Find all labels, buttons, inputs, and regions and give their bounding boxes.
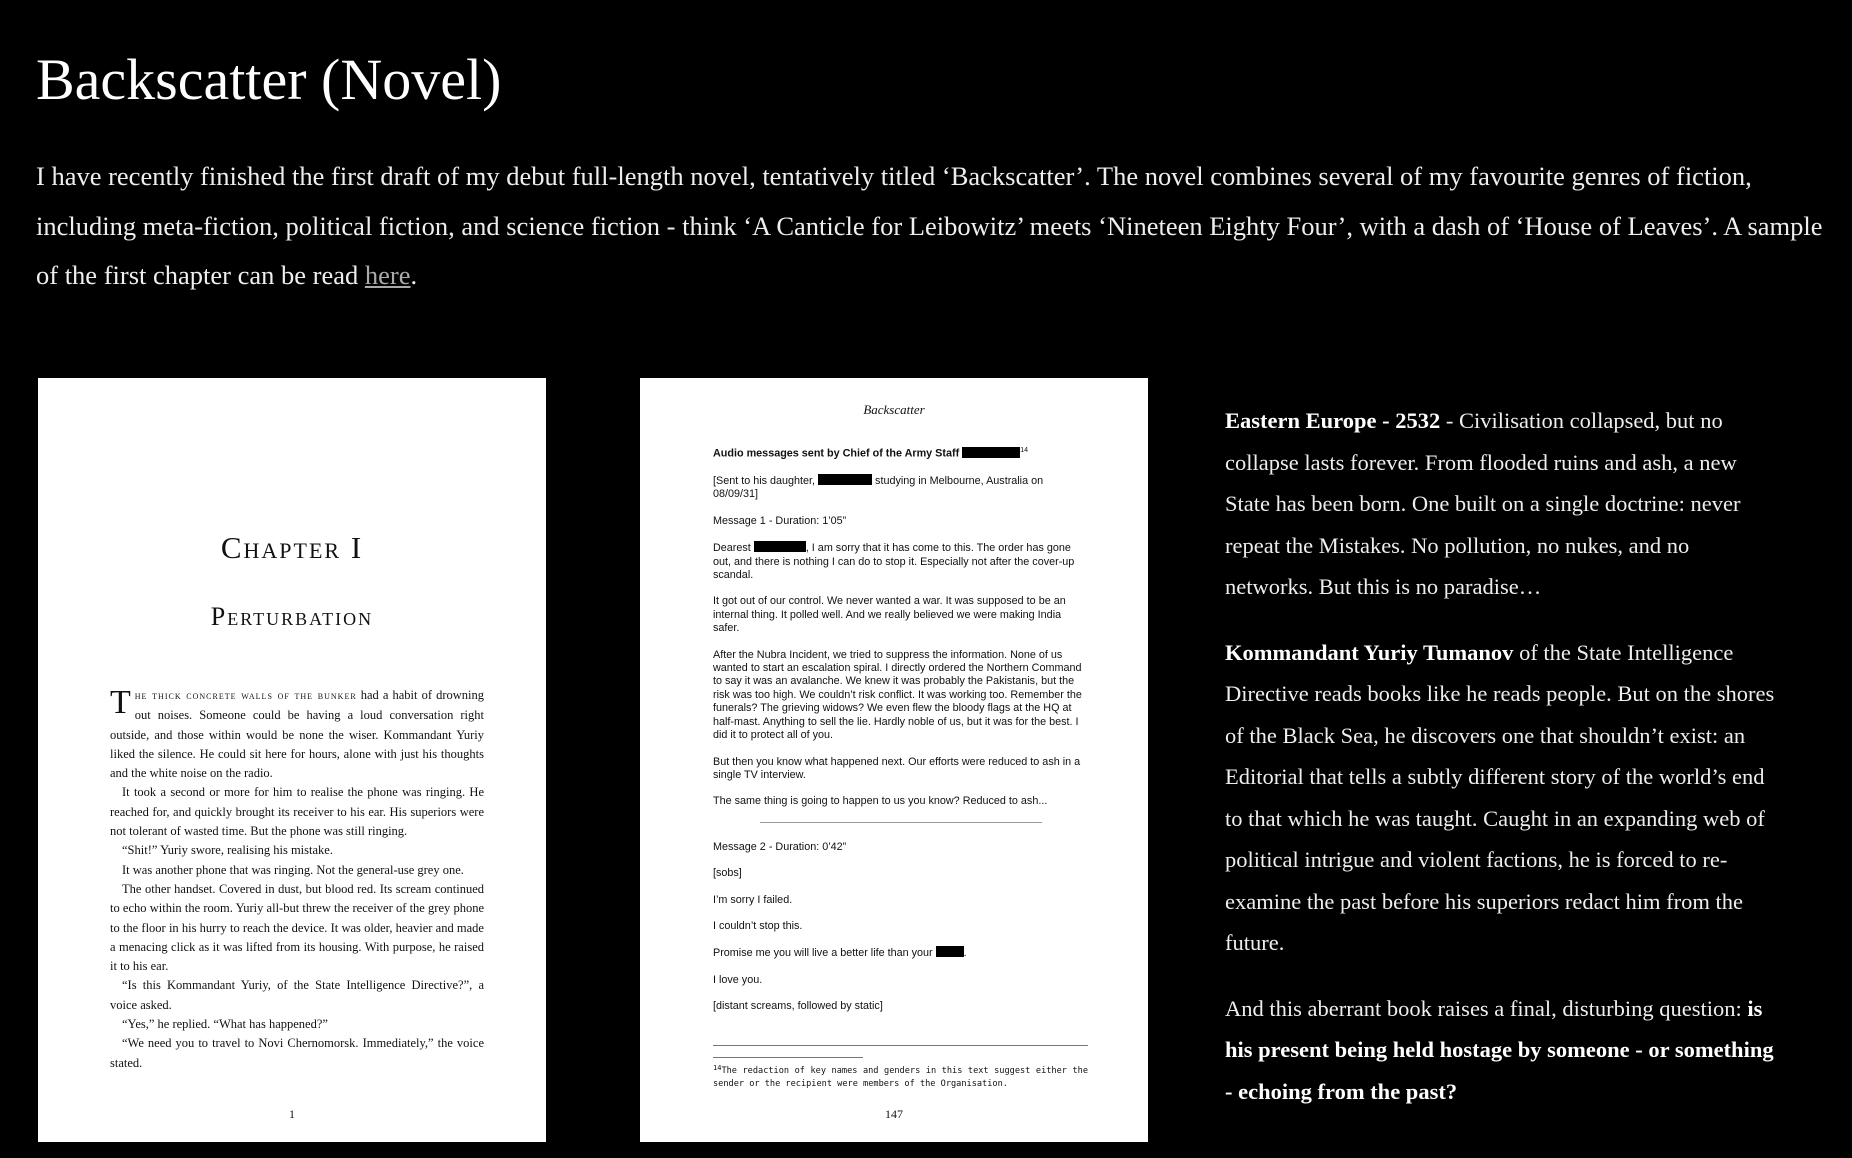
- message-paragraph: Dearest , I am sorry that it has come to this. The order has gone out, and there is nothing I can do to stop it. Especially not after the cover-up scandal.: [713, 542, 1075, 582]
- redaction-bar: [754, 541, 806, 552]
- intro-end: .: [410, 260, 418, 290]
- paragraph: The other handset. Covered in dust, but blood red. Its scream continued to echo within the room. Yuriy all-but threw the receiver of the grey phone to the floor in his hurry to reach the device. It was older, heavier and made a menacing click as it was lifted from its housing. With purpose, he raised it to his ear.: [110, 881, 484, 974]
- paragraph: “Is this Kommandant Yuriy, of the State Intelligence Directive?”, a voice asked.: [110, 978, 484, 1012]
- message-line: [distant screams, followed by static]: [713, 1000, 883, 1013]
- message-paragraph: After the Nubra Incident, we tried to suppress the information. None of us wanted to start an escalation spiral. I directly ordered the Northern Command to say it was an avalanche. We knew it was probably the Pakistanis, but the risk was too high. We couldn’t risk conflict. It was working too. Remember the funerals? The grieving widows? We even flew the bloody flags at the HQ at half-mast. Anything to sell the lie. Hardly noble of us, but it was for the best. I did it to protect all of you.: [713, 648, 1082, 742]
- first-paragraph: [110, 686, 484, 783]
- redaction-bar: [962, 447, 1020, 458]
- chapter-number: Chapter I: [220, 530, 364, 565]
- sent-note: [Sent to his daughter, studying in Melbourne, Australia on 08/09/31]: [713, 475, 1044, 501]
- paragraph: “Yes,” he replied. “What has happened?”: [122, 1017, 328, 1032]
- paragraph: It was another phone that was ringing. Not the general-use grey one.: [122, 862, 464, 877]
- sample-page-audio-messages: [640, 378, 1148, 1142]
- page-title: Backscatter (Novel): [36, 47, 502, 112]
- message-paragraph: But then you know what happened next. Our efforts were reduced to ash in a single TV interview.: [713, 755, 1081, 781]
- message-1-title: Message 1 - Duration: 1’05”: [713, 514, 847, 527]
- description-paragraph: Kommandant Yuriy Tumanov of the State Intelligence Directive reads books like he reads people. But on the shores of the Black Sea, he discovers one that shouldn’t exist: an Editorial that tells a subtly different story of the world’s end to that which he was taught. Caught in an expanding web of political intrigue and violent factions, he is forced to re-examine the past before his superiors redact him from the future.: [1225, 639, 1775, 955]
- page-number: 147: [885, 1107, 903, 1121]
- running-header: Backscatter: [863, 402, 925, 417]
- redaction-bar: [818, 474, 872, 485]
- message-separator: [760, 822, 1042, 823]
- sample-page-chapter-one: [38, 378, 546, 1142]
- audio-messages-text: [713, 444, 1088, 1027]
- message-line: I’m sorry I failed.: [713, 893, 793, 906]
- footnote-rule: [713, 1045, 1088, 1046]
- message-paragraph: The same thing is going to happen to us you know? Reduced to ash...: [713, 795, 1048, 808]
- first-paragraph-rest: had a habit of drowning out noises. Someone could be having a loud conversation right outside, and those within would be none the wiser. Kommandant Yuriy liked the silence. He could sit here for hours, alone with just his thoughts and the white noise on the radio.: [110, 688, 484, 781]
- message-paragraph: It got out of our control. We never wanted a war. It was supposed to be an internal thing. It polled well. And we really believed we were making India safer.: [713, 595, 1066, 635]
- sample-chapter-link[interactable]: here: [364, 260, 411, 290]
- description-paragraph: And this aberrant book raises a final, disturbing question: is his present being held hostage by someone - or something - echoing from the past?: [1225, 995, 1774, 1104]
- message-line: I couldn’t stop this.: [713, 919, 803, 932]
- intro-text: I have recently finished the first draft of my debut full-length novel, tentatively titled ‘Backscatter’. The novel combines several of my favourite genres of fiction, including meta-fiction, political fiction, and science fiction - think ‘A Canticle for Leibowitz’ meets ‘Nineteen Eighty Four’, with a dash of ‘House of Leaves’. A sample of the first chapter can be read: [36, 161, 1823, 290]
- message-line: [sobs]: [713, 867, 742, 880]
- description-paragraph: Eastern Europe - 2532 - Civilisation collapsed, but no collapse lasts forever. From flooded ruins and ash, a new State has been born. One built on a single doctrine: never repeat the Mistakes. No pollution, no nukes, and no networks. But this is no paradise…: [1225, 408, 1741, 599]
- redaction-bar: [936, 946, 964, 957]
- paragraph: “We need you to travel to Novi Chernomorsk. Immediately,” the voice stated.: [110, 1036, 484, 1070]
- footnote-rule-short: [713, 1057, 863, 1058]
- chapter-title: Perturbation: [210, 602, 374, 631]
- chapter-text: [110, 686, 484, 1073]
- intro-paragraph: [36, 152, 1826, 301]
- paragraph: It took a second or more for him to realise the phone was ringing. He reached for, and quickly brought its receiver to his ear. His superiors were not tolerant of wasted time. But the phone was still ringing.: [110, 785, 484, 839]
- section-heading: Audio messages sent by Chief of the Army Staff $^{14}$: [713, 447, 1028, 460]
- message-line: Promise me you will live a better life than your .: [713, 947, 967, 960]
- footnote: $^{14}$The redaction of key names and genders in this text suggest either the sender or the recipient were members of the Organisation.: [713, 1064, 1088, 1089]
- message-2-title: Message 2 - Duration: 0’42”: [713, 840, 847, 853]
- drop-cap: T: [110, 684, 131, 721]
- opening-smallcaps: he thick concrete walls of the bunker: [134, 690, 357, 702]
- page-number: 1: [289, 1107, 295, 1121]
- message-line: I love you.: [713, 973, 763, 986]
- novel-description: [1225, 400, 1775, 1136]
- paragraph: “Shit!” Yuriy swore, realising his mistake.: [122, 843, 333, 858]
